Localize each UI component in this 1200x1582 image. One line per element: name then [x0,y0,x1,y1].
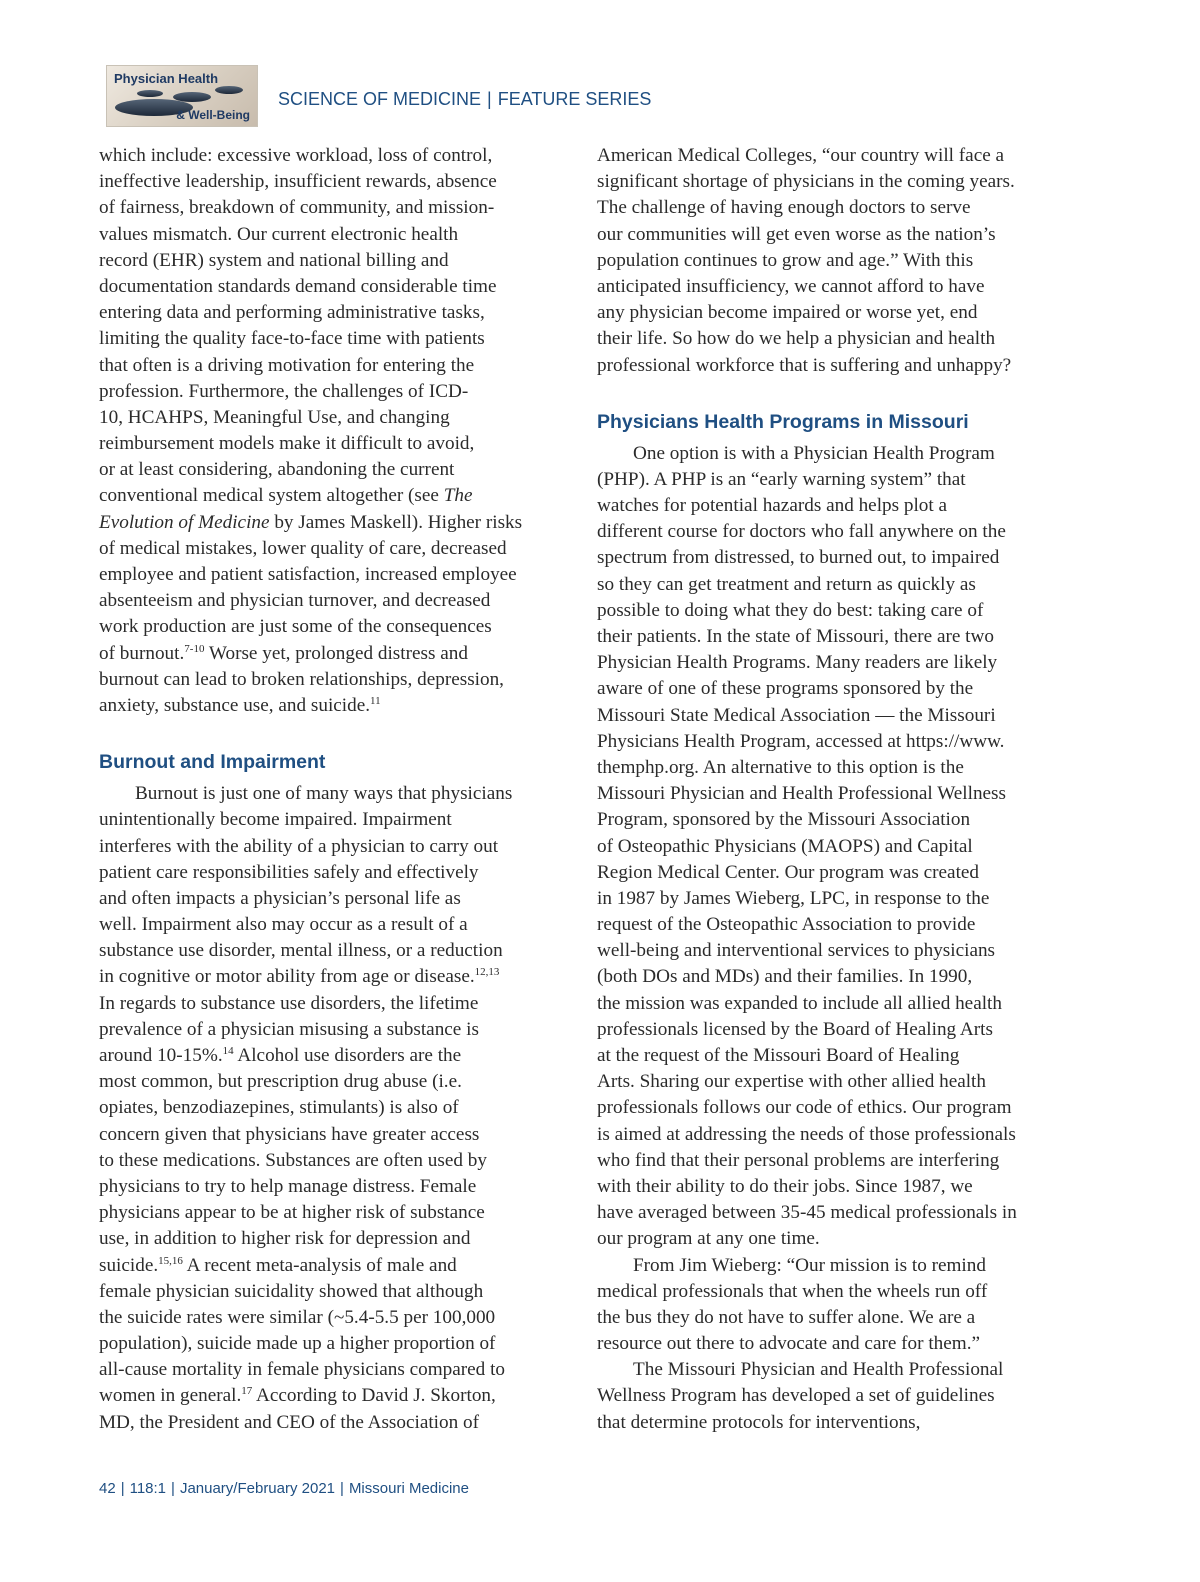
text-line [99,693,561,719]
line-text: Missouri Physician and Health Professional Wellness [597,783,1006,805]
line-text: population continues to grow and age.” With this [597,249,974,271]
text-line [597,703,1057,729]
stone-graphic [215,86,243,94]
text-line [597,143,1057,169]
line-text: The challenge of having enough doctors to serve [597,197,971,219]
line-text: substance use disorder, mental illness, or a reduction [99,940,503,962]
text-line [99,1174,561,1200]
line-text: our program at any one time. [597,1228,820,1250]
left-paragraph-1 [99,143,561,719]
footer-separator: | [120,1480,125,1497]
series-header [278,89,651,110]
line-text: of medical mistakes, lower quality of care, decreased [99,537,507,559]
line-text: MD, the President and CEO of the Association of [99,1411,479,1433]
line-text: reimbursement models make it difficult to avoid, [99,433,475,455]
line-text: population), suicide made up a higher proportion of [99,1333,496,1355]
line-text: around 10-15%. [99,1045,223,1066]
text-line [99,1122,561,1148]
line-text: female physician suicidality showed that although [99,1280,484,1302]
text-line [597,353,1057,379]
text-line [99,964,561,990]
series-name: FEATURE SERIES [497,89,652,109]
line-text: professionals follows our code of ethics. Our program [597,1097,1012,1119]
line-text: by James Maskell). Higher risks [269,511,523,533]
line-text: absenteeism and physician turnover, and decreased [99,590,491,612]
line-text: (both DOs and MDs) and their families. In 1990, [597,966,973,988]
line-text: profession. Furthermore, the challenges of ICD- [99,380,469,402]
text-line [597,1410,1057,1436]
line-text: interferes with the ability of a physician to carry out [99,835,499,857]
line-text: women in general. [99,1385,242,1407]
text-line [597,1253,1057,1279]
text-line [597,860,1057,886]
line-text: physicians to try to help manage distress. Female [99,1175,477,1197]
text-line [597,493,1057,519]
text-line [597,222,1057,248]
line-text: Region Medical Center. Our program was created [597,861,980,883]
text-line [99,860,561,886]
line-text: prevalence of a physician misusing a substance is [99,1018,479,1040]
text-line [597,300,1057,326]
text-line [597,1226,1057,1252]
text-line [99,431,561,457]
line-text: opiates, benzodiazepines, stimulants) is also of [99,1097,459,1119]
text-line [597,1122,1057,1148]
text-line [99,248,561,274]
footnote-ref: 7-10 [184,642,205,655]
line-text: values mismatch. Our current electronic health [99,223,459,245]
line-text: is aimed at addressing the needs of those professionals [597,1123,1016,1145]
text-line [597,519,1057,545]
text-line [99,1017,561,1043]
line-text: professionals licensed by the Board of Healing Arts [597,1018,993,1040]
text-line [597,274,1057,300]
line-text: concern given that physicians have greater access [99,1123,480,1145]
text-line [99,1069,561,1095]
line-text: so they can get treatment and return as quickly as [597,573,976,595]
line-text: Wellness Program has developed a set of guidelines [597,1385,995,1407]
text-line [99,1305,561,1331]
line-text: that determine protocols for interventions, [597,1411,921,1433]
line-text: possible to doing what they do best: taking care of [597,599,984,621]
text-line [99,1383,561,1409]
line-text: their patients. In the state of Missouri, there are two [597,626,994,647]
text-line [597,441,1057,467]
text-line [99,300,561,326]
line-text: Arts. Sharing our expertise with other allied health [597,1071,986,1093]
text-line [597,938,1057,964]
line-text: our communities will get even worse as the nation’s [597,223,996,245]
line-text: request of the Osteopathic Association to provide [597,914,976,936]
paragraph-gap [597,379,1057,405]
text-line [99,1331,561,1357]
line-text: employee and patient satisfaction, increased employee [99,564,517,585]
line-text: themphp.org. An alternative to this option is the [597,756,964,778]
line-text: use, in addition to higher risk for depression and [99,1228,471,1250]
text-line [99,379,561,405]
line-text: Missouri State Medical Association — the Missouri [597,704,996,726]
footnote-ref: 15,16 [158,1254,183,1267]
footnote-ref: 14 [222,1045,234,1057]
line-text: (PHP). A PHP is an “early warning system” that [597,468,966,490]
line-text: From Jim Wieberg: “Our mission is to remind [633,1254,986,1276]
line-text: According to David J. Skorton, [252,1385,496,1407]
line-text: Burnout is just one of many ways that physicians [135,783,513,805]
text-line [99,938,561,964]
line-text: and often impacts a physician’s personal life as [99,887,461,909]
text-line [99,588,561,614]
italic-title: Evolution of Medicine [99,511,270,533]
line-text: Program, sponsored by the Missouri Association [597,809,971,831]
line-text: their life. So how do we help a physician and health [597,328,996,350]
text-line [99,562,561,588]
text-line [597,1305,1057,1331]
line-text: conventional medical system altogether (see [99,485,444,507]
line-text: in cognitive or motor ability from age or disease. [99,966,475,988]
text-line [597,248,1057,274]
text-line [597,1383,1057,1409]
paragraph-gap [99,719,561,745]
text-line [597,729,1057,755]
text-line [99,195,561,221]
line-text: to these medications. Substances are often used by [99,1149,487,1171]
line-text: or at least considering, abandoning the current [99,459,455,481]
text-line [99,1095,561,1121]
text-line [99,614,561,640]
line-text: 10, HCAHPS, Meaningful Use, and changing [99,406,450,428]
text-line [99,641,561,667]
text-line [597,467,1057,493]
text-line [99,834,561,860]
line-text: that often is a driving motivation for entering the [99,354,475,376]
journal-name: Missouri Medicine [348,1480,469,1497]
text-line [99,807,561,833]
text-line [99,1279,561,1305]
line-text: most common, but prescription drug abuse (i.e. [99,1071,462,1093]
text-line [99,1410,561,1436]
text-line [597,1174,1057,1200]
right-paragraph-1 [597,143,1057,379]
line-text: all-cause mortality in female physicians compared to [99,1359,505,1381]
text-line [99,274,561,300]
line-text: spectrum from distressed, to burned out, to impaired [597,547,1000,569]
line-text: the mission was expanded to include all allied health [597,992,1002,1014]
line-text: the bus they do not have to suffer alone. We are a [597,1306,976,1328]
line-text: Physicians Health Program, accessed at https://www. [597,730,1005,752]
footnote-ref: 17 [241,1385,253,1398]
line-text: One option is with a Physician Health Program [633,442,995,464]
text-line [597,326,1057,352]
stone-graphic [173,92,211,102]
line-text: of burnout. [99,642,185,664]
text-line [597,1069,1057,1095]
line-text: well. Impairment also may occur as a result of a [99,914,468,936]
text-line [99,457,561,483]
page-number: 42 [99,1480,116,1497]
line-text: with their ability to do their jobs. Since 1987, we [597,1175,973,1197]
right-column [597,143,1057,1436]
text-line [597,1017,1057,1043]
text-line [99,353,561,379]
line-text: resource out there to advocate and care for them.” [597,1333,981,1355]
text-line [99,912,561,938]
volume-issue: 118:1 [129,1480,167,1497]
line-text: A recent meta-analysis of male and [182,1254,457,1276]
text-line [99,781,561,807]
text-line [597,1279,1057,1305]
text-line [597,1357,1057,1383]
text-line [597,545,1057,571]
line-text: the suicide rates were similar (~5.4-5.5 per 100,000 [99,1306,496,1328]
footer-separator: | [340,1480,344,1497]
line-text: different course for doctors who fall anywhere on the [597,521,1006,543]
line-text: entering data and performing administrative tasks, [99,302,485,324]
section-heading: Physicians Health Programs in Missouri [597,410,969,433]
footer-separator: | [171,1480,175,1497]
text-line [99,1043,561,1069]
series-separator: | [487,89,492,109]
page-footer [99,1480,469,1497]
text-line [597,169,1057,195]
text-line [597,755,1057,781]
line-text: anticipated insufficiency, we cannot afford to have [597,275,985,297]
line-text: physicians appear to be at higher risk of substance [99,1202,485,1224]
text-line [597,624,1057,650]
text-line [99,1357,561,1383]
text-line [597,912,1057,938]
section-heading: Burnout and Impairment [99,751,326,774]
left-column [99,143,561,1436]
text-line [597,1095,1057,1121]
text-line [597,676,1057,702]
line-text: Alcohol use disorders are the [233,1045,462,1066]
text-line [99,886,561,912]
line-text: at the request of the Missouri Board of Healing [597,1045,960,1066]
line-text: have averaged between 35-45 medical professionals in [597,1202,1017,1224]
line-text: documentation standards demand considerable time [99,275,497,297]
line-text: medical professionals that when the wheels run off [597,1280,988,1302]
line-text: significant shortage of physicians in the coming years. [597,171,1015,193]
line-text: any physician become impaired or worse yet, end [597,302,978,324]
text-line [597,572,1057,598]
line-text: who find that their personal problems are interfering [597,1149,1000,1171]
text-line [99,143,561,169]
text-line [597,834,1057,860]
right-paragraph-2 [597,441,1057,1436]
text-line [99,510,561,536]
text-line [597,1043,1057,1069]
text-line [99,1148,561,1174]
text-line [597,807,1057,833]
series-section: SCIENCE OF MEDICINE [278,89,482,109]
line-text: ineffective leadership, insufficient rewards, absence [99,171,497,193]
issue-date: January/February 2021 [179,1480,336,1497]
line-text: unintentionally become impaired. Impairment [99,809,452,831]
text-line [597,781,1057,807]
text-line [99,405,561,431]
footnote-ref: 11 [370,694,381,707]
text-line [597,1148,1057,1174]
line-text: Physician Health Programs. Many readers are likely [597,652,998,674]
text-line [99,326,561,352]
text-line [597,650,1057,676]
line-text: work production are just some of the consequences [99,616,492,638]
physician-health-logo [106,65,258,127]
line-text: American Medical Colleges, “our country will face a [597,145,1005,166]
line-text: record (EHR) system and national billing and [99,249,449,271]
line-text: burnout can lead to broken relationships, depression, [99,668,504,690]
line-text: In regards to substance use disorders, the lifetime [99,992,479,1014]
text-line [597,195,1057,221]
text-line [99,1253,561,1279]
text-line [597,991,1057,1017]
italic-title: The [443,485,473,507]
text-line [99,1226,561,1252]
line-text: Worse yet, prolonged distress and [204,642,468,664]
line-text: The Missouri Physician and Health Professional [633,1359,1004,1381]
text-line [597,964,1057,990]
logo-subtitle: & Well-Being [176,108,250,122]
line-text: which include: excessive workload, loss of control, [99,145,493,166]
text-line [99,483,561,509]
text-line [597,1200,1057,1226]
line-text: in 1987 by James Wieberg, LPC, in response to the [597,887,990,909]
line-text: watches for potential hazards and helps plot a [597,495,948,517]
text-line [99,667,561,693]
line-text: of Osteopathic Physicians (MAOPS) and Capital [597,835,973,857]
stone-graphic [137,90,163,97]
text-line [99,991,561,1017]
line-text: patient care responsibilities safely and effectively [99,861,479,883]
text-line [597,886,1057,912]
logo-title: Physician Health [114,71,219,86]
text-line [597,598,1057,624]
line-text: limiting the quality face-to-face time with patients [99,328,485,350]
text-line [99,536,561,562]
text-line [99,169,561,195]
line-text: aware of one of these programs sponsored by the [597,678,974,700]
line-text: suicide. [99,1254,159,1276]
footnote-ref: 12,13 [474,966,500,979]
text-line [597,1331,1057,1357]
left-paragraph-2 [99,781,561,1436]
line-text: professional workforce that is suffering and unhappy? [597,354,1012,376]
text-line [99,1200,561,1226]
line-text: anxiety, substance use, and suicide. [99,694,371,716]
line-text: of fairness, breakdown of community, and mission- [99,197,495,219]
text-line [99,222,561,248]
line-text: well-being and interventional services to physicians [597,940,996,962]
